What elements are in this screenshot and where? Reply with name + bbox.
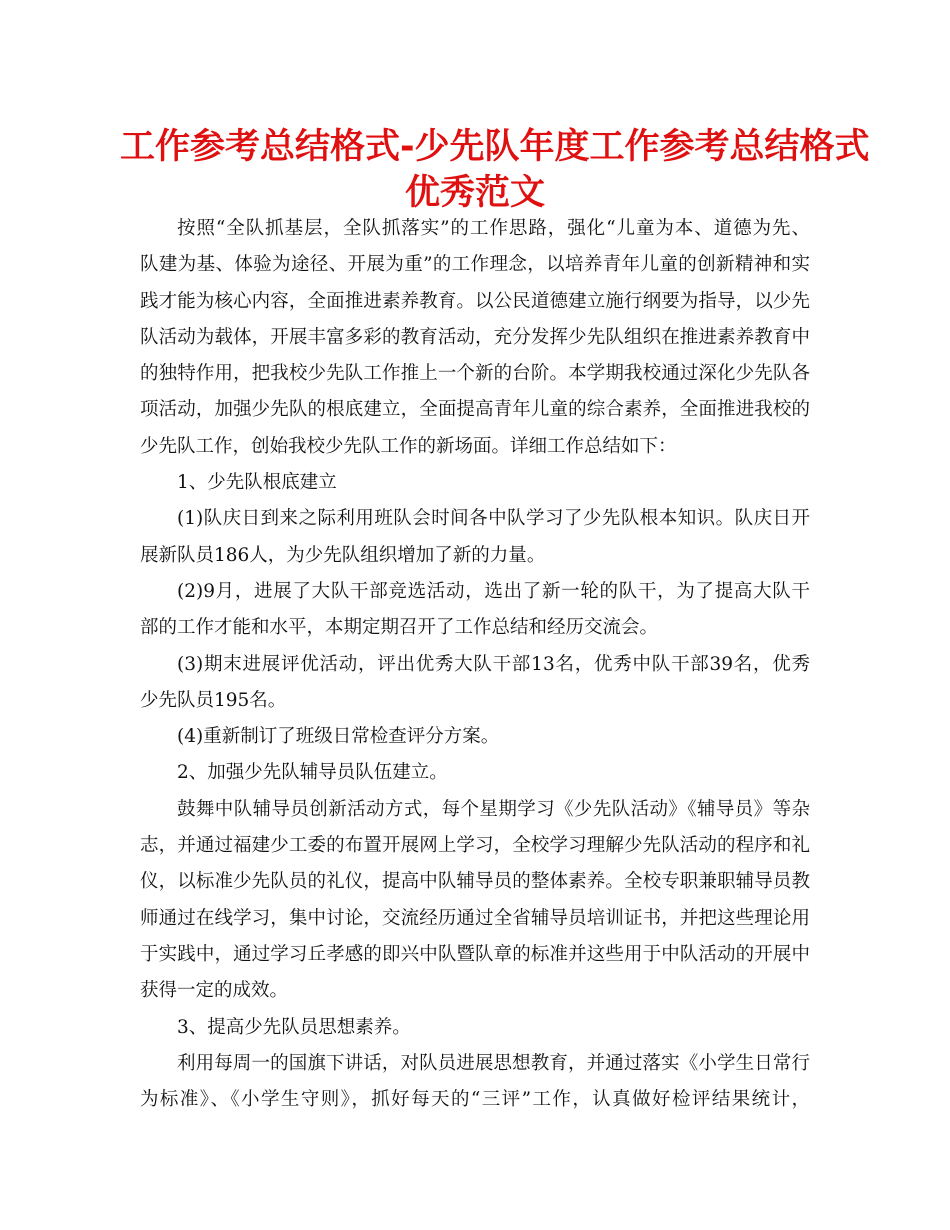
document-body (140, 211, 810, 1118)
paragraph-line: 队建为基、体验为途径、开展为重”的工作理念，以培养青年儿童的创新精神和实 (140, 254, 810, 276)
paragraph-line: 志，并通过福建少工委的布置开展网上学习，全校学习理解少先队活动的程序和礼 (140, 835, 810, 857)
paragraph-line: 仪，以标准少先队员的礼仪，提高中队辅导员的整体素养。全校专职兼职辅导员教 (140, 871, 810, 893)
paragraph-line: (2)9月，进展了大队干部竞选活动，选出了新一轮的队干，为了提高大队干 (177, 580, 810, 602)
paragraph-line: 为标准》、《小学生守则》，抓好每天的“三评”工作，认真做好检评结果统计， (140, 1089, 810, 1111)
section-heading: 1、少先队根底建立 (177, 472, 337, 494)
paragraph-line: 的独特作用，把我校少先队工作推上一个新的台阶。本学期我校通过深化少先队各 (140, 363, 810, 385)
paragraph-line: 项活动，加强少先队的根底建立，全面提高青年儿童的综合素养，全面推进我校的 (140, 399, 810, 421)
paragraph-line: 师通过在线学习，集中讨论，交流经历通过全省辅导员培训证书，并把这些理论用 (140, 907, 810, 929)
paragraph-line: 践才能为核心内容，全面推进素养教育。以公民道德建立施行纲要为指导，以少先 (140, 290, 810, 312)
paragraph-line: 获得一定的成效。 (140, 980, 289, 1002)
paragraph-line: 鼓舞中队辅导员创新活动方式，每个星期学习《少先队活动》《辅导员》等杂 (177, 798, 810, 820)
paragraph-line: 队活动为载体，开展丰富多彩的教育活动，充分发挥少先队组织在推进素养教育中 (140, 326, 810, 348)
section-heading: 3、提高少先队员思想素养。 (177, 1016, 411, 1038)
paragraph-line: 少先队工作，创始我校少先队工作的新场面。详细工作总结如下： (140, 435, 677, 457)
paragraph-line: (3)期末进展评优活动，评出优秀大队干部13名，优秀中队干部39名，优秀 (177, 653, 810, 675)
paragraph-line: 少先队员195名。 (140, 689, 287, 711)
paragraph-line: (1)队庆日到来之际利用班队会时间各中队学习了少先队根本知识。队庆日开 (177, 508, 810, 530)
paragraph-line: 部的工作才能和水平，本期定期召开了工作总结和经历交流会。 (140, 617, 659, 639)
document-title-line-1: 工作参考总结格式-少先队年度工作参考总结格式 (120, 127, 870, 167)
section-heading: 2、加强少先队辅导员队伍建立。 (177, 762, 448, 784)
paragraph-line: 利用每周一的国旗下讲话，对队员进展思想教育，并通过落实《小学生日常行 (177, 1052, 810, 1074)
paragraph-line: 展新队员186人，为少先队组织增加了新的力量。 (140, 544, 546, 566)
paragraph-line: 于实践中，通过学习丘孝感的即兴中队暨队章的标准并这些用于中队活动的开展中 (140, 943, 810, 965)
paragraph-line: (4)重新制订了班级日常检查评分方案。 (177, 726, 500, 748)
document-title-line-2: 优秀范文 (404, 173, 545, 213)
paragraph-line: 按照“全队抓基层，全队抓落实”的工作思路，强化“儿童为本、道德为先、 (177, 218, 810, 239)
